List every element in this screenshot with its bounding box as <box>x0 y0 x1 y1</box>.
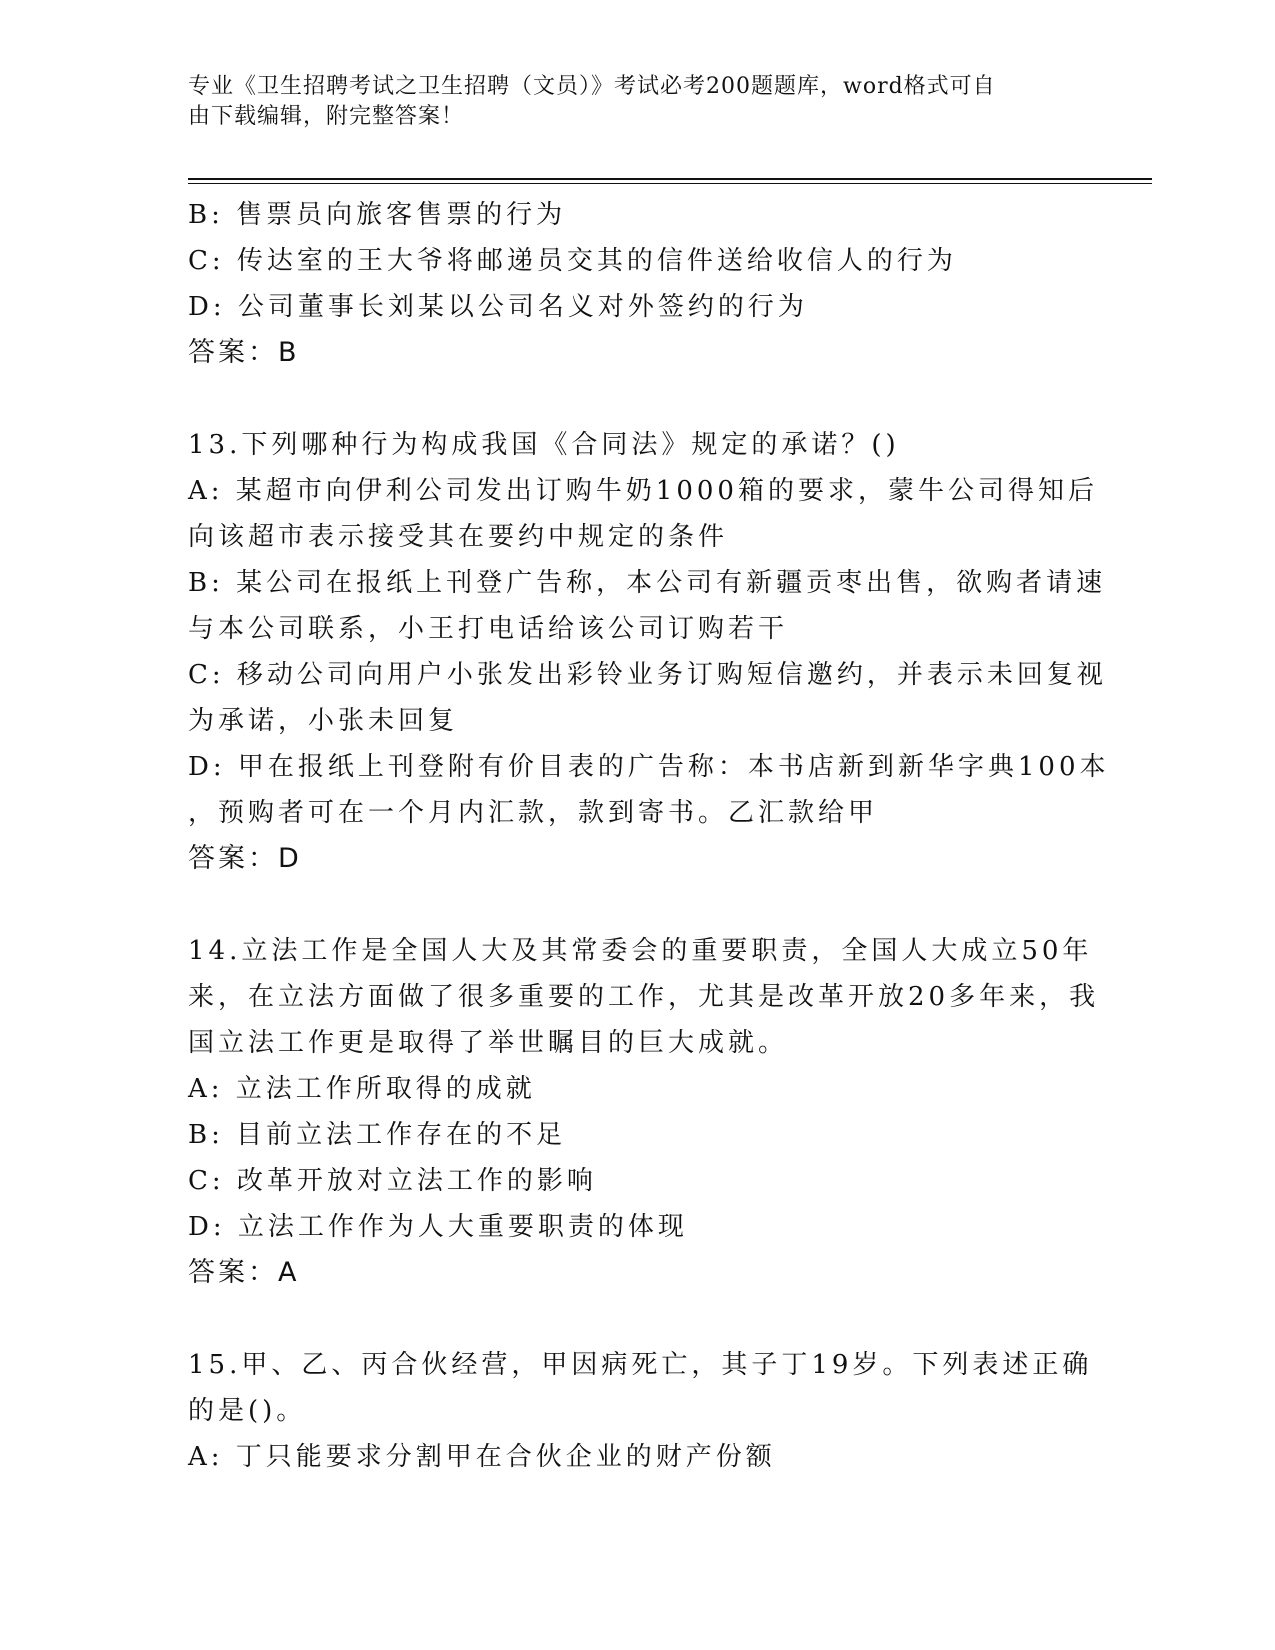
header-line-2: 由下载编辑，附完整答案！ <box>188 104 465 129</box>
answer: 答案：A <box>188 1257 300 1288</box>
option-b-line-1: B: 某公司在报纸上刊登广告称，本公司有新疆贡枣出售，欲购者请速 <box>188 568 1107 598</box>
option-c: C: 改革开放对立法工作的影响 <box>188 1166 597 1196</box>
question-list <box>188 192 1110 1480</box>
option-d: D: 公司董事长刘某以公司名义对外签约的行为 <box>188 292 808 322</box>
spacer <box>188 376 1088 422</box>
option-a-line-2: 向该超市表示接受其在要约中规定的条件 <box>188 522 729 552</box>
option-a-line-1: A: 某超市向伊利公司发出订购牛奶1000箱的要求，蒙牛公司得知后 <box>188 476 1098 506</box>
page-header <box>188 72 1088 132</box>
option-d-line-1: D: 甲在报纸上刊登附有价目表的广告称：本书店新到新华字典100本 <box>188 752 1110 782</box>
question-12-tail <box>188 192 1088 376</box>
spacer <box>188 1296 1088 1342</box>
question-13 <box>188 422 1110 882</box>
option-b-line-2: 与本公司联系，小王打电话给该公司订购若干 <box>188 614 789 644</box>
answer: 答案：B <box>188 337 300 368</box>
option-d: D: 立法工作作为人大重要职责的体现 <box>188 1212 688 1242</box>
option-c-line-2: 为承诺，小张未回复 <box>188 706 459 736</box>
option-a: A: 丁只能要求分割甲在合伙企业的财产份额 <box>188 1442 776 1472</box>
question-14 <box>188 928 1100 1296</box>
header-divider-thin <box>188 183 1152 184</box>
option-a: A: 立法工作所取得的成就 <box>188 1074 536 1104</box>
answer: 答案：D <box>188 843 302 874</box>
option-b: B: 目前立法工作存在的不足 <box>188 1120 567 1150</box>
header-line-1: 专业《卫生招聘考试之卫生招聘（文员）》考试必考200题题库，word格式可自 <box>188 74 996 99</box>
question-stem-line-2: 的是()。 <box>188 1396 307 1426</box>
option-c: C: 传达室的王大爷将邮递员交其的信件送给收信人的行为 <box>188 246 957 276</box>
question-15 <box>188 1342 1093 1480</box>
option-c-line-1: C: 移动公司向用户小张发出彩铃业务订购短信邀约，并表示未回复视 <box>188 660 1107 690</box>
option-d-line-2: ，预购者可在一个月内汇款，款到寄书。乙汇款给甲 <box>188 798 879 828</box>
question-stem-line-1: 15.甲、乙、丙合伙经营，甲因病死亡，其子丁19岁。下列表述正确 <box>188 1350 1093 1380</box>
question-stem-line-2: 来，在立法方面做了很多重要的工作，尤其是改革开放20多年来，我 <box>188 982 1100 1012</box>
spacer <box>188 882 1088 928</box>
question-stem-line-3: 国立法工作更是取得了举世瞩目的巨大成就。 <box>188 1028 789 1058</box>
option-b: B: 售票员向旅客售票的行为 <box>188 200 567 230</box>
question-stem: 13.下列哪种行为构成我国《合同法》规定的承诺？() <box>188 430 900 460</box>
question-stem-line-1: 14.立法工作是全国人大及其常委会的重要职责，全国人大成立50年 <box>188 936 1093 966</box>
header-divider-thick <box>188 178 1152 180</box>
